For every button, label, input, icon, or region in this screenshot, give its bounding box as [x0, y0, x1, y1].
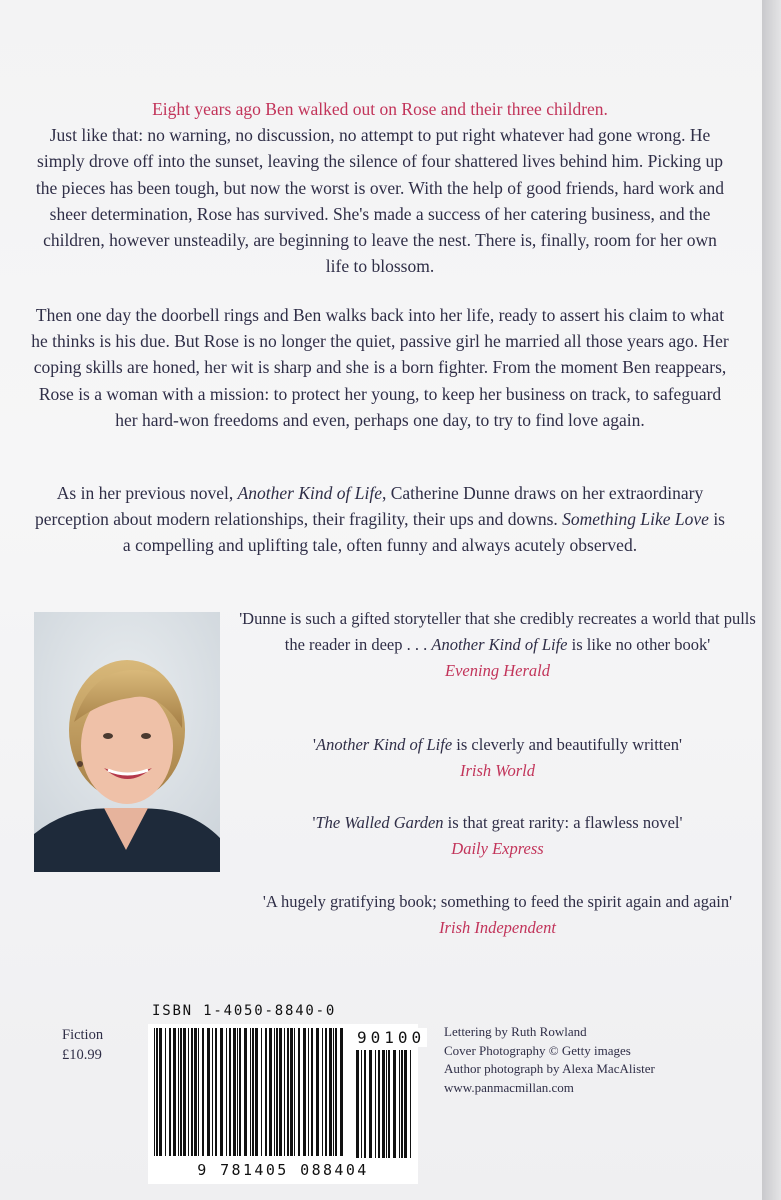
barcode-bar: [229, 1028, 231, 1156]
blurb-p3-title2: Something Like Love: [562, 509, 709, 530]
barcode-bar: [237, 1028, 238, 1156]
blurb-p3-c: is a compelling and uplifting tale, often funny and always acutely observed.: [122, 509, 725, 556]
barcode-bar: [154, 1028, 155, 1156]
quote-1-text-b: is like no other book': [567, 635, 711, 654]
author-photo: [34, 612, 220, 872]
cover-edge: [762, 0, 781, 1200]
quote-1-text-a: 'Dunne is such a gifted storyteller that she credibly recreates a world that pulls the reader in deep . . .: [239, 609, 756, 654]
quote-3-title: The Walled Garden: [315, 813, 444, 832]
review-quote-1: [230, 606, 765, 684]
barcode-bar: [212, 1028, 213, 1156]
barcode-bar: [244, 1028, 247, 1156]
quote-3-text-a: ': [312, 813, 316, 832]
blurb-p1-text: Just like that: no warning, no discussion, no attempt to put right whatever had gone wrong. He simply drove off into the sunset, leaving the silence of four shattered lives behind him. Picking up the pieces has been tough, but now the worst is over. With the help of good friends, hard work and sheer determination, Rose has survived. She's made a success of her catering business, and the children, however unsteadily, are beginning to leave the nest. There is, finally, room for her own life to blossom.: [35, 125, 725, 277]
barcode-bar: [287, 1028, 289, 1156]
barcode-bar: [316, 1028, 319, 1156]
blurb-paragraph-2: Then one day the doorbell rings and Ben walks back into her life, ready to assert his claim to what he thinks is his due. But Rose is no longer the quiet, passive girl he married all those years ago. Her coping skills are honed, her wit is sharp and she is a born fighter. From the moment Ben reappears, Rose is a woman with a mission: to protect her young, to keep her business on track, to safeguard her hard-won freedoms and even, perhaps one day, to try to find love again.: [31, 305, 729, 430]
barcode-bar: [393, 1050, 396, 1160]
barcode-bar: [250, 1028, 251, 1156]
quote-2-text-a: ': [313, 735, 317, 754]
barcode-bar: [165, 1028, 166, 1156]
price-block: [62, 1025, 103, 1065]
barcode-bar: [276, 1028, 278, 1156]
barcode-bar: [183, 1028, 186, 1156]
barcode-bar: [329, 1028, 332, 1156]
quote-3-source: Daily Express: [451, 839, 544, 858]
quote-2-source: Irish World: [459, 761, 536, 780]
barcode-bar: [386, 1050, 387, 1160]
barcode-bar: [308, 1028, 309, 1156]
author-photo-portrait: [34, 612, 220, 872]
barcode-bar: [340, 1028, 343, 1156]
blurb-p3-a: As in her previous novel,: [56, 483, 238, 503]
barcode-bar: [284, 1028, 285, 1156]
barcode-bar: [215, 1028, 217, 1156]
blurb-paragraph-3: [30, 480, 730, 559]
barcode-bar: [261, 1028, 262, 1156]
review-quote-3: [230, 810, 765, 862]
barcode-bar: [207, 1028, 210, 1156]
quote-2-text-b: is cleverly and beautifully written': [452, 735, 682, 754]
barcode-bar: [333, 1028, 334, 1156]
quote-1-source: Evening Herald: [445, 661, 550, 680]
barcode-bar: [279, 1028, 282, 1156]
barcode-bar: [198, 1028, 199, 1156]
genre-label: Fiction: [62, 1027, 104, 1043]
barcode-bar: [378, 1050, 380, 1160]
barcode-bar: [233, 1028, 236, 1156]
barcode-bar: [169, 1028, 171, 1156]
barcode-bar: [410, 1050, 411, 1160]
quote-2-title: Another Kind of Life: [316, 735, 453, 754]
quote-4-text-a: 'A hugely gratifying book; something to feed the spirit again and again': [262, 892, 733, 911]
barcode-bar: [375, 1050, 376, 1160]
barcode-bar: [194, 1028, 197, 1156]
barcode-bar: [311, 1028, 313, 1156]
blurb-p3-title1: Another Kind of Life: [237, 483, 382, 503]
barcode-bar: [361, 1050, 362, 1160]
barcode-bar: [325, 1028, 327, 1156]
barcode-bar: [364, 1050, 366, 1160]
credits-block: [444, 1023, 655, 1097]
credit-lettering: Lettering by Ruth Rowland: [444, 1024, 587, 1039]
barcode-bar: [290, 1028, 293, 1156]
review-quote-2: [230, 732, 765, 784]
barcode-bar: [404, 1050, 407, 1160]
barcode-bar: [322, 1028, 323, 1156]
publisher-url[interactable]: www.panmacmillan.com: [444, 1079, 574, 1095]
barcode-bar: [178, 1028, 179, 1156]
barcode-bar: [188, 1028, 189, 1156]
barcode-bar: [401, 1050, 403, 1160]
barcode-bar: [298, 1028, 300, 1156]
quote-1-title: Another Kind of Life: [431, 635, 568, 654]
barcode-bar: [191, 1028, 193, 1156]
barcode-bar: [265, 1028, 267, 1156]
blurb-lead: Eight years ago Ben walked out on Rose and their three children.: [152, 99, 608, 119]
barcode-bar: [274, 1028, 275, 1156]
credit-cover-photo: Cover Photography © Getty images: [444, 1042, 631, 1058]
barcode-bar: [159, 1028, 162, 1156]
barcode-bar: [382, 1050, 385, 1160]
barcode-bar: [226, 1028, 227, 1156]
blurb-paragraph-1: [30, 96, 730, 279]
barcode-bar: [388, 1050, 390, 1160]
blurb-p3-b: , Catherine Dunne draws on her extraordinary perception about modern relationships, their fragility, their ups and downs.: [35, 483, 704, 530]
barcode-addon: 90100: [357, 1028, 426, 1047]
barcode-bar: [252, 1028, 254, 1156]
barcode-bar: [303, 1028, 306, 1156]
barcode-bar: [239, 1028, 241, 1156]
review-quote-4: [230, 889, 765, 941]
barcode-bar: [369, 1050, 372, 1160]
barcode-bar: [220, 1028, 223, 1156]
credit-author-photo: Author photograph by Alexa MacAlister: [444, 1061, 655, 1076]
barcode-bar: [294, 1028, 295, 1156]
barcode-bar: [255, 1028, 258, 1156]
price-label: £10.99: [62, 1047, 102, 1063]
barcode-bar: [202, 1028, 204, 1156]
barcode-bar: [180, 1028, 182, 1156]
barcode-bar: [356, 1050, 359, 1160]
barcode-bar: [156, 1028, 158, 1156]
barcode-ean-digits: 9 781405 088404: [148, 1158, 418, 1182]
barcode-bar: [335, 1028, 337, 1156]
quote-3-text-b: is that great rarity: a flawless novel': [443, 813, 683, 832]
quote-4-source: Irish Independent: [439, 918, 556, 937]
barcode-bar: [269, 1028, 272, 1156]
barcode-bar: [173, 1028, 176, 1156]
isbn-label: ISBN 1-4050-8840-0: [152, 1003, 337, 1019]
barcode-bar: [399, 1050, 400, 1160]
